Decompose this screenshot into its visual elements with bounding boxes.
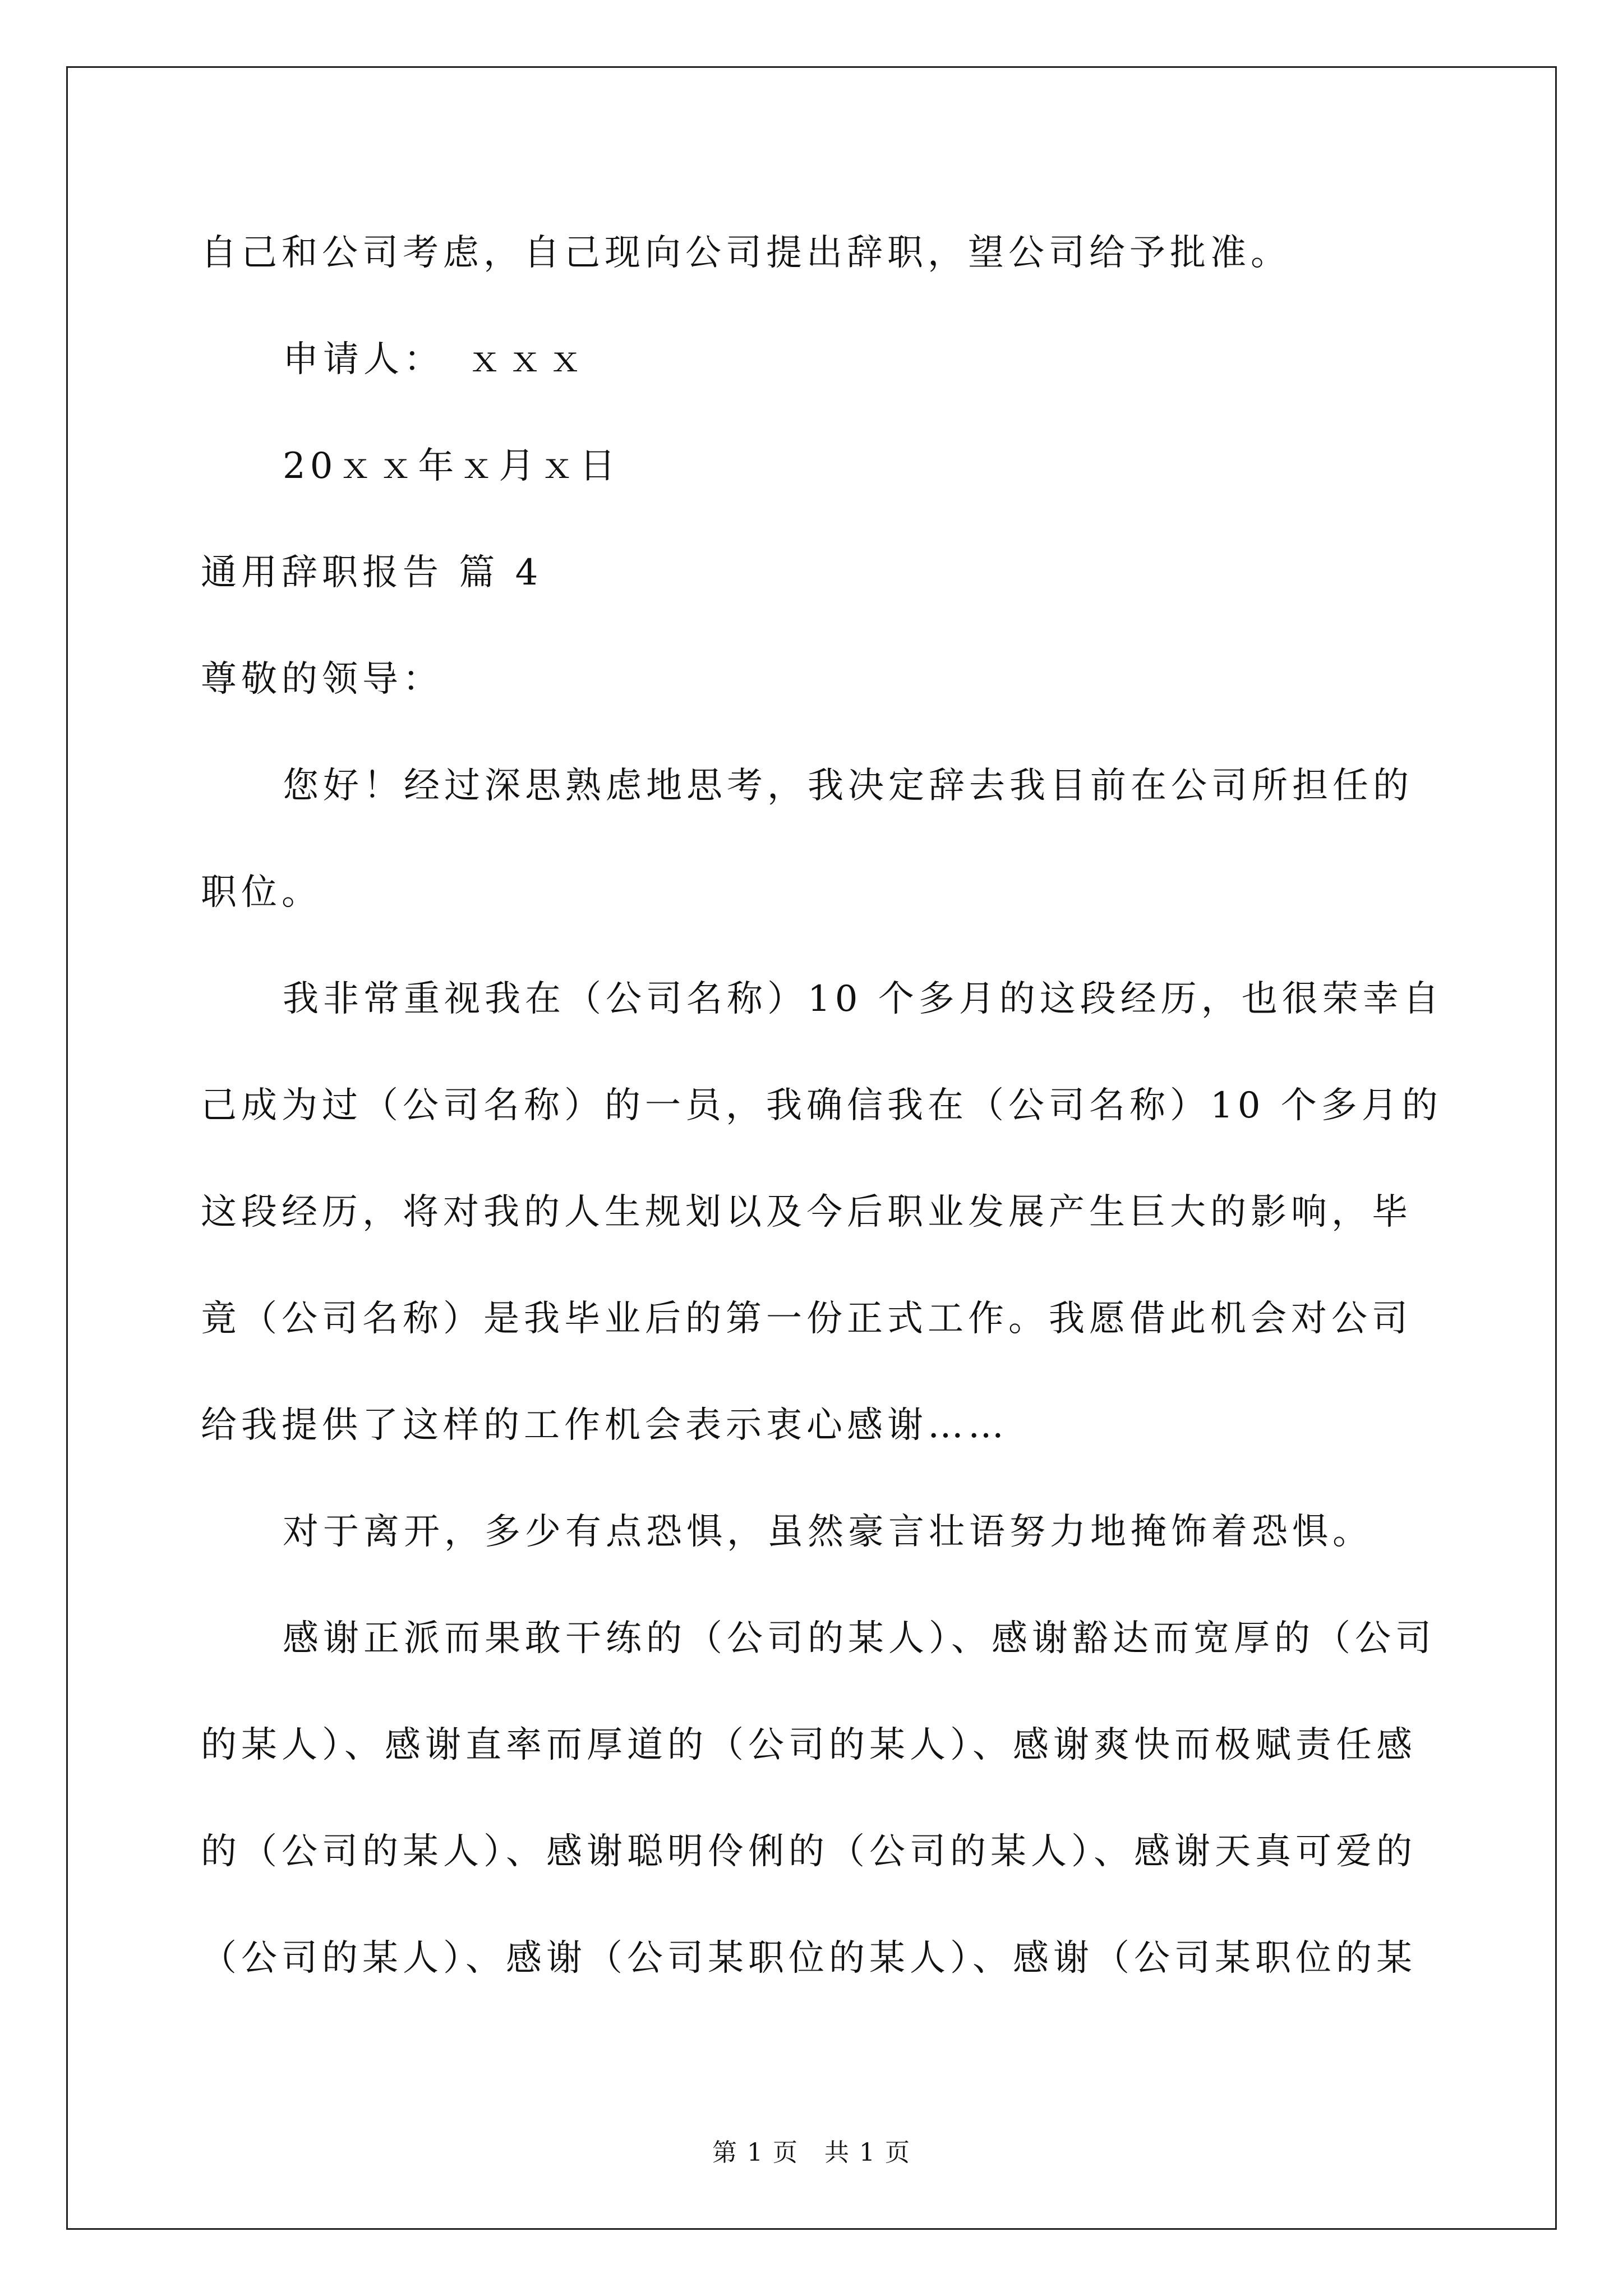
paragraph-2-line-1: 我非常重视我在（公司名称）10 个多月的这段经历，也很荣幸自 [283,978,1444,1020]
paragraph-4-line-2: 的某人）、感谢直率而厚道的（公司的某人）、感谢爽快而极赋责任感 [201,1724,1417,1766]
paragraph-1-line-1: 您好！经过深思熟虑地思考，我决定辞去我目前在公司所担任的 [283,765,1413,807]
page-footer: 第 1 页 共 1 页 [712,2138,911,2167]
paragraph-2-line-4: 竟（公司名称）是我毕业后的第一份正式工作。我愿借此机会对公司 [201,1298,1412,1340]
paragraph-4-line-4: （公司的某人）、感谢（公司某职位的某人）、感谢（公司某职位的某 [201,1938,1417,1979]
salutation: 尊敬的领导： [201,659,443,700]
paragraph-4-line-3: 的（公司的某人）、感谢聪明伶俐的（公司的某人）、感谢天真可爱的 [201,1831,1417,1872]
date-line: 20ｘｘ年ｘ月ｘ日 [283,445,620,487]
paragraph-2-line-3: 这段经历，将对我的人生规划以及今后职业发展产生巨大的影响，毕 [201,1191,1412,1233]
text-line-1: 自己和公司考虑，自己现向公司提出辞职，望公司给予批准。 [201,232,1291,274]
paragraph-3-line-1: 对于离开，多少有点恐惧，虽然豪言壮语努力地掩饰着恐惧。 [283,1511,1373,1553]
paragraph-4-line-1: 感谢正派而果敢干练的（公司的某人）、感谢豁达而宽厚的（公司 [283,1618,1436,1659]
paragraph-2-line-2: 己成为过（公司名称）的一员，我确信我在（公司名称）10 个多月的 [201,1085,1442,1126]
paragraph-2-line-5: 给我提供了这样的工作机会表示衷心感谢…… [201,1405,1008,1446]
section-heading: 通用辞职报告 篇 4 [201,552,543,593]
document-body [201,200,1444,2012]
applicant-line: 申请人： ｘｘｘ [283,339,588,380]
paragraph-1-line-2: 职位。 [201,872,322,913]
